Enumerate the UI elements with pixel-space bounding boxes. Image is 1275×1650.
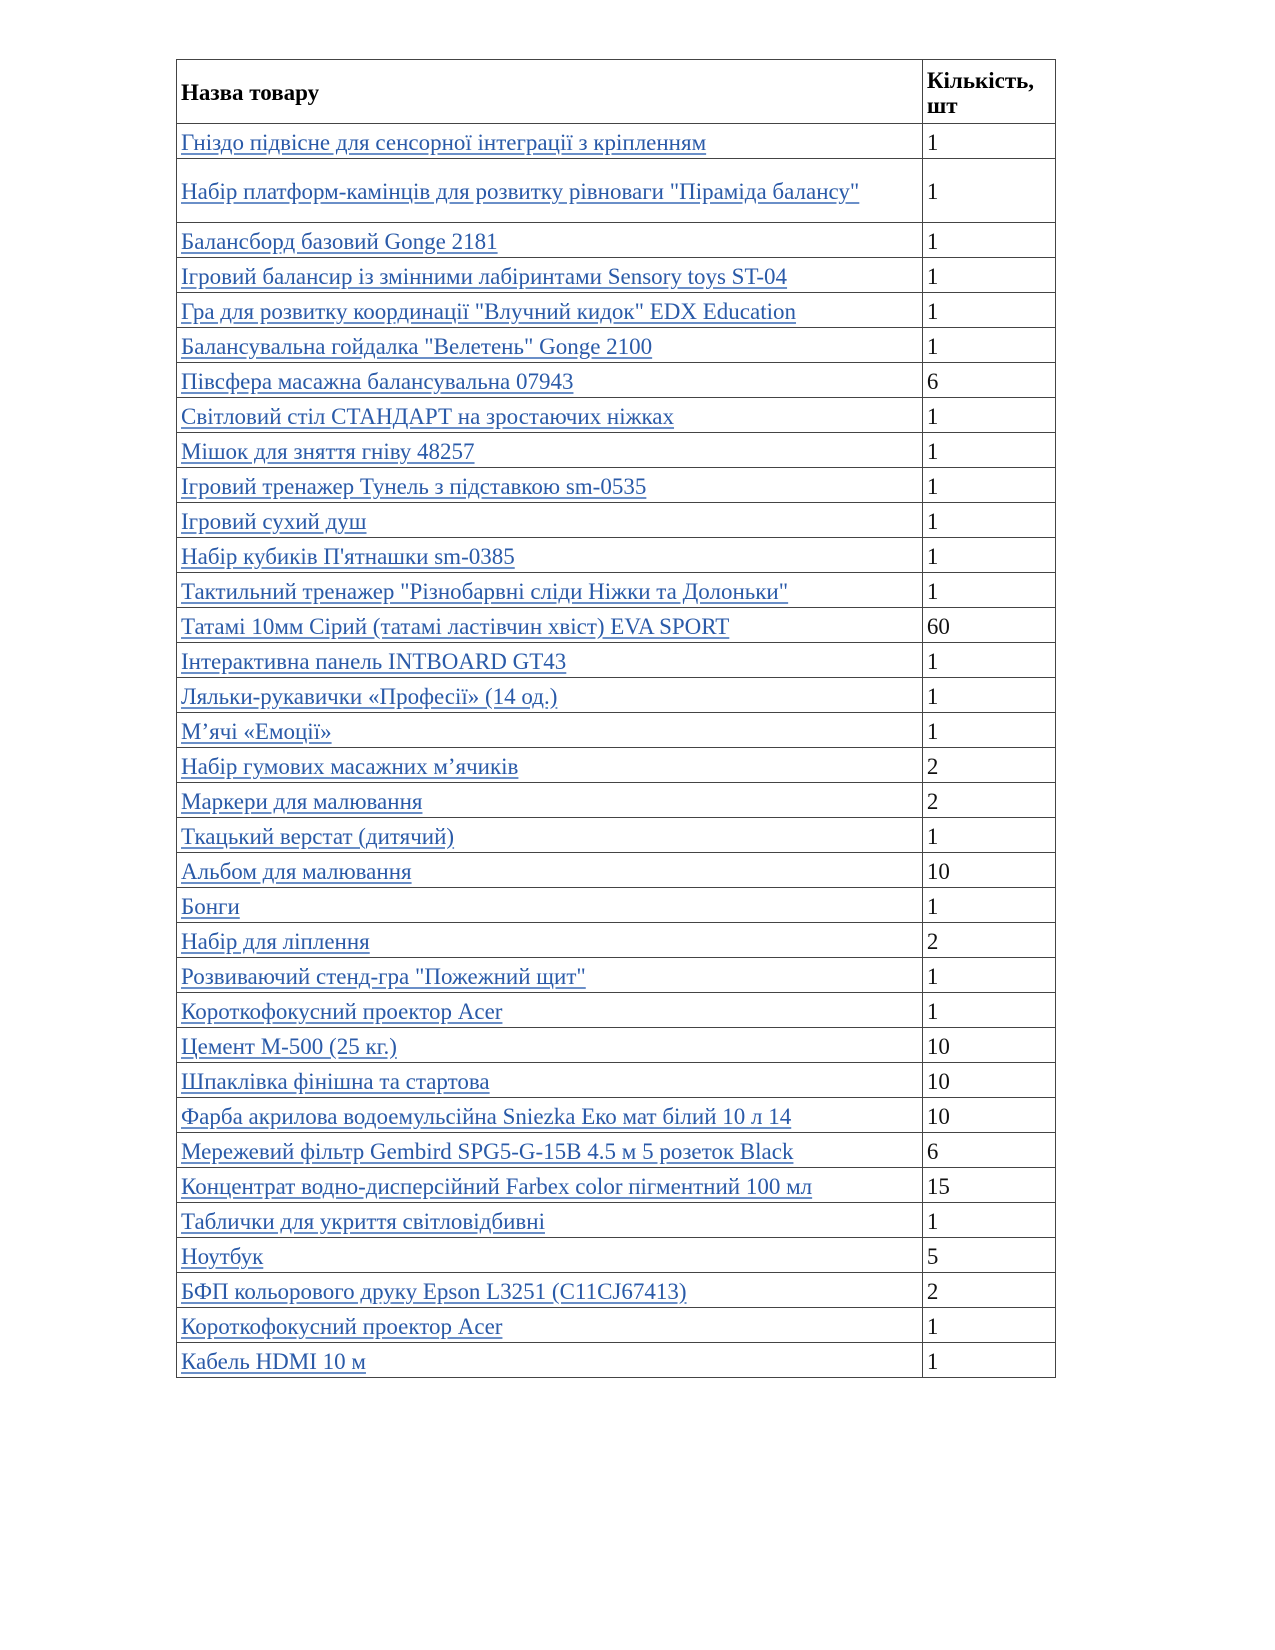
product-name-cell xyxy=(177,433,923,468)
quantity-cell: 1 xyxy=(922,538,1055,573)
product-link[interactable]: Інтерактивна панель INTBOARD GT43 xyxy=(181,648,567,674)
table-row xyxy=(177,1133,1056,1168)
quantity-cell: 1 xyxy=(922,468,1055,503)
quantity-cell: 1 xyxy=(922,678,1055,713)
product-name-cell xyxy=(177,748,923,783)
quantity-cell: 5 xyxy=(922,1238,1055,1273)
table-row xyxy=(177,1203,1056,1238)
quantity-cell: 1 xyxy=(922,573,1055,608)
product-name-cell xyxy=(177,853,923,888)
product-name-cell xyxy=(177,1203,923,1238)
product-link[interactable]: Ляльки-рукавички «Професії» (14 од.) xyxy=(181,683,558,709)
product-link[interactable]: Ігровий тренажер Тунель з підставкою sm-0535 xyxy=(181,473,647,499)
quantity-cell: 1 xyxy=(922,1203,1055,1238)
product-name-cell xyxy=(177,1273,923,1308)
product-name-cell xyxy=(177,643,923,678)
product-link[interactable]: Набір гумових масажних м’ячиків xyxy=(181,753,519,779)
product-link[interactable]: Альбом для малювання xyxy=(181,858,412,884)
table-row xyxy=(177,1028,1056,1063)
table-row xyxy=(177,1098,1056,1133)
header-product-name: Назва товару xyxy=(177,60,923,124)
product-name-cell xyxy=(177,1133,923,1168)
product-name-cell xyxy=(177,258,923,293)
product-name-cell xyxy=(177,538,923,573)
product-link[interactable]: Світловий стіл СТАНДАРТ на зростаючих ніжках xyxy=(181,403,675,429)
product-name-cell xyxy=(177,923,923,958)
product-link[interactable]: Розвиваючий стенд-гра "Пожежний щит" xyxy=(181,963,586,989)
table-row xyxy=(177,678,1056,713)
quantity-cell: 1 xyxy=(922,818,1055,853)
table-row xyxy=(177,1308,1056,1343)
quantity-cell: 10 xyxy=(922,1098,1055,1133)
product-name-cell xyxy=(177,124,923,159)
table-row xyxy=(177,643,1056,678)
header-quantity: Кількість, шт xyxy=(922,60,1055,124)
quantity-cell: 1 xyxy=(922,993,1055,1028)
product-link[interactable]: Мішок для зняття гніву 48257 xyxy=(181,438,475,464)
product-name-cell xyxy=(177,1238,923,1273)
product-name-cell xyxy=(177,573,923,608)
product-link[interactable]: Короткофокусний проектор Acer xyxy=(181,998,503,1024)
product-link[interactable]: Тактильний тренажер "Різнобарвні сліди Ніжки та Долоньки" xyxy=(181,578,789,604)
product-link[interactable]: Бонги xyxy=(181,893,240,919)
products-table xyxy=(176,59,1056,1378)
quantity-cell: 1 xyxy=(922,258,1055,293)
quantity-cell: 1 xyxy=(922,223,1055,258)
quantity-cell: 10 xyxy=(922,853,1055,888)
product-link[interactable]: М’ячі «Емоції» xyxy=(181,718,332,744)
table-row xyxy=(177,573,1056,608)
product-link[interactable]: Мережевий фільтр Gembird SPG5-G-15B 4.5 м 5 розеток Black xyxy=(181,1138,794,1164)
product-name-cell xyxy=(177,1098,923,1133)
table-row xyxy=(177,853,1056,888)
quantity-cell: 10 xyxy=(922,1028,1055,1063)
table-row xyxy=(177,258,1056,293)
quantity-cell: 1 xyxy=(922,1343,1055,1378)
table-row xyxy=(177,159,1056,223)
product-link[interactable]: Короткофокусний проектор Acer xyxy=(181,1313,503,1339)
table-row xyxy=(177,958,1056,993)
product-link[interactable]: Таблички для укриття світловідбивні xyxy=(181,1208,545,1234)
product-link[interactable]: Татамі 10мм Сірий (татамі ластівчин хвіст) EVA SPORT xyxy=(181,613,730,639)
product-name-cell xyxy=(177,223,923,258)
table-row xyxy=(177,1343,1056,1378)
product-link[interactable]: Ткацький верстат (дитячий) xyxy=(181,823,455,849)
product-name-cell xyxy=(177,608,923,643)
table-row xyxy=(177,223,1056,258)
product-link[interactable]: Балансборд базовий Gonge 2181 xyxy=(181,228,498,254)
table-row xyxy=(177,503,1056,538)
product-name-cell xyxy=(177,1063,923,1098)
table-row xyxy=(177,1273,1056,1308)
product-link[interactable]: Гра для розвитку координації "Влучний кидок" EDX Education xyxy=(181,298,797,324)
product-name-cell xyxy=(177,1028,923,1063)
product-link[interactable]: Ігровий балансир із змінними лабіринтами Sensory toys ST-04 xyxy=(181,263,788,289)
product-link[interactable]: Цемент М-500 (25 кг.) xyxy=(181,1033,397,1059)
product-link[interactable]: Маркери для малювання xyxy=(181,788,423,814)
table-row xyxy=(177,748,1056,783)
quantity-cell: 1 xyxy=(922,643,1055,678)
product-link[interactable]: Набір для ліплення xyxy=(181,928,370,954)
product-name-cell xyxy=(177,293,923,328)
table-row xyxy=(177,783,1056,818)
quantity-cell: 1 xyxy=(922,958,1055,993)
quantity-cell: 1 xyxy=(922,1308,1055,1343)
table-body xyxy=(177,124,1056,1378)
product-name-cell xyxy=(177,958,923,993)
table-row xyxy=(177,993,1056,1028)
table-row xyxy=(177,1168,1056,1203)
table-row xyxy=(177,923,1056,958)
product-name-cell xyxy=(177,1343,923,1378)
table-row xyxy=(177,363,1056,398)
product-name-cell xyxy=(177,713,923,748)
product-name-cell xyxy=(177,468,923,503)
product-name-cell xyxy=(177,993,923,1028)
table-row xyxy=(177,468,1056,503)
product-link[interactable]: БФП кольорового друку Epson L3251 (C11CJ67413) xyxy=(181,1278,687,1304)
quantity-cell: 1 xyxy=(922,503,1055,538)
quantity-cell: 1 xyxy=(922,293,1055,328)
table-row xyxy=(177,433,1056,468)
product-name-cell xyxy=(177,1308,923,1343)
product-name-cell xyxy=(177,363,923,398)
table-header-row xyxy=(177,60,1056,124)
product-link[interactable]: Концентрат водно-дисперсійний Farbex color пігментний 100 мл xyxy=(181,1173,813,1199)
quantity-cell: 1 xyxy=(922,713,1055,748)
table-row xyxy=(177,818,1056,853)
table-row xyxy=(177,608,1056,643)
quantity-cell: 15 xyxy=(922,1168,1055,1203)
product-name-cell xyxy=(177,328,923,363)
product-name-cell xyxy=(177,888,923,923)
product-name-cell xyxy=(177,783,923,818)
table-row xyxy=(177,328,1056,363)
product-link[interactable]: Ноутбук xyxy=(181,1243,264,1269)
table-row xyxy=(177,124,1056,159)
product-name-cell xyxy=(177,159,923,223)
quantity-cell: 2 xyxy=(922,783,1055,818)
product-link[interactable]: Ігровий сухий душ xyxy=(181,508,367,534)
product-link[interactable]: Гніздо підвісне для сенсорної інтеграції з кріпленням xyxy=(181,129,707,155)
quantity-cell: 1 xyxy=(922,328,1055,363)
product-name-cell xyxy=(177,1168,923,1203)
product-name-cell xyxy=(177,818,923,853)
product-name-cell xyxy=(177,398,923,433)
table-row xyxy=(177,538,1056,573)
quantity-cell: 2 xyxy=(922,923,1055,958)
product-link[interactable]: Півсфера масажна балансувальна 07943 xyxy=(181,368,574,394)
quantity-cell: 2 xyxy=(922,1273,1055,1308)
quantity-cell: 10 xyxy=(922,1063,1055,1098)
quantity-cell: 6 xyxy=(922,1133,1055,1168)
table-row xyxy=(177,398,1056,433)
product-link[interactable]: Балансувальна гойдалка "Велетень" Gonge 2100 xyxy=(181,333,653,359)
table-row xyxy=(177,1063,1056,1098)
quantity-cell: 1 xyxy=(922,888,1055,923)
product-link[interactable]: Шпаклівка фінішна та стартова xyxy=(181,1068,490,1094)
product-link[interactable]: Набір кубиків П'ятнашки sm-0385 xyxy=(181,543,515,569)
quantity-cell: 1 xyxy=(922,159,1055,223)
quantity-cell: 2 xyxy=(922,748,1055,783)
quantity-cell: 1 xyxy=(922,433,1055,468)
table-row xyxy=(177,1238,1056,1273)
product-name-cell xyxy=(177,678,923,713)
product-name-cell xyxy=(177,503,923,538)
quantity-cell: 1 xyxy=(922,398,1055,433)
quantity-cell: 60 xyxy=(922,608,1055,643)
quantity-cell: 1 xyxy=(922,124,1055,159)
product-link[interactable]: Кабель HDMI 10 м xyxy=(181,1348,366,1374)
table-row xyxy=(177,713,1056,748)
table-row xyxy=(177,293,1056,328)
table-row xyxy=(177,888,1056,923)
product-link[interactable]: Фарба акрилова водоемульсійна Sniezka Еко мат білий 10 л 14 xyxy=(181,1103,792,1129)
quantity-cell: 6 xyxy=(922,363,1055,398)
product-link[interactable]: Набір платформ-камінців для розвитку рівноваги "Піраміда балансу" xyxy=(181,179,860,204)
